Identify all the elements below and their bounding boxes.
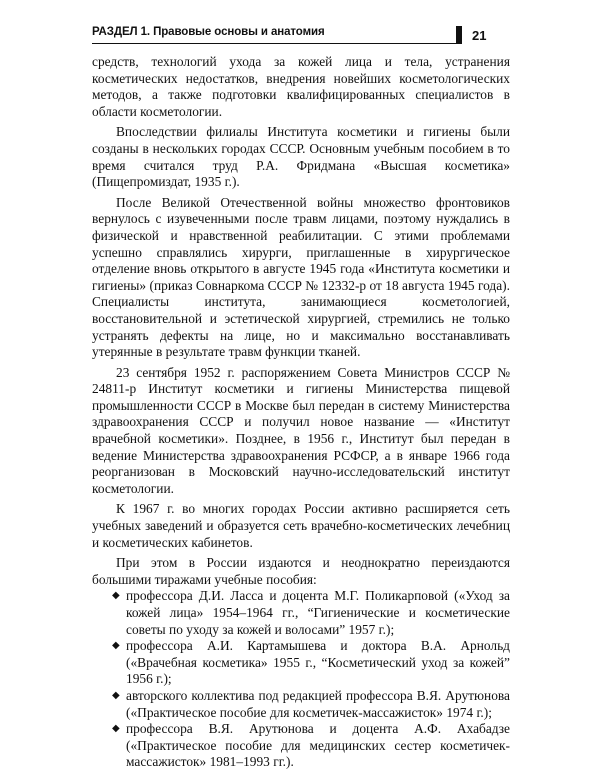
- list-item-text: профессора В.Я. Арутюнова и доцента А.Ф. Ахабадзе («Практическое пособие для медицинских сестер косметичек-массажисток» 1981–1993 гг.).: [126, 721, 510, 770]
- bullet-icon: ◆: [112, 689, 120, 701]
- list-item-text: авторского коллектива под редакцией профессора В.Я. Арутюнова («Практическое пособие для косметичек-массажисток» 1974 г.);: [126, 687, 510, 720]
- list-item: [92, 638, 510, 688]
- list-item-text: профессора А.И. Картамышева и доктора В.А. Арнольд («Врачебная косметика» 1955 г., “Косметический уход за кожей” 1956 г.);: [126, 638, 510, 687]
- section-title: РАЗДЕЛ 1. Правовые основы и анатомия: [92, 26, 325, 38]
- paragraph: средств, технологий ухода за кожей лица и тела, устранения косметических недостатков, внедрения новейших косметологических методов, а также подготовки квалифицированных специалистов в области косметологии.: [92, 54, 510, 119]
- list-item: [92, 588, 510, 638]
- textbook-list: [92, 588, 510, 771]
- bullet-icon: ◆: [112, 723, 120, 735]
- running-header: [92, 24, 510, 46]
- paragraph: После Великой Отечественной войны множество фронтовиков вернулось с изувеченными после травм лицами, поэтому нуждались в физической и нравственной реабилитации. С этими проблемами успешно справлялись хирурги, приглашенные в хирургическое отделение вновь открытого в августе 1945 года «Института косметики и гигиены» (приказ Совнаркома СССР № 12332-р от 18 августа 1945 года). Специалисты института, занимающиеся косметологией, восстановительной и эстетической хирургией, стремились не только устранять дефекты на лице, но и максимально восстанавливать утерянные в результате травм функции тканей.: [92, 194, 510, 360]
- bullet-icon: ◆: [112, 590, 120, 602]
- header-bar: [456, 26, 462, 44]
- page-number: 21: [472, 28, 487, 43]
- list-item: [92, 721, 510, 771]
- list-item: [92, 688, 510, 721]
- list-item-text: профессора Д.И. Ласса и доцента М.Г. Поликарповой («Уход за кожей лица» 1954–1964 гг., “Гигиенические и косметические советы по уходу за кожей и волосами” 1957 г.);: [126, 588, 510, 637]
- header-rule: [92, 43, 460, 44]
- paragraph: 23 сентября 1952 г. распоряжением Совета Министров СССР № 24811-р Институт косметики и гигиены Министерства пищевой промышленности СССР в Москве был передан в систему Министерства здравоохранения СССР и получил новое название — «Институт врачебной косметики». Позднее, в 1956 г., Институт был передан в ведение Министерства здравоохранения РСФСР, а в январе 1966 года реорганизован в Московский научно-исследовательский институт косметологии.: [92, 364, 510, 496]
- bullet-icon: ◆: [112, 640, 120, 652]
- paragraph: При этом в России издаются и неоднократно переиздаются большими тиражами учебные пособия:: [92, 555, 510, 587]
- paragraph: Впоследствии филиалы Института косметики и гигиены были созданы в нескольких городах СССР. Основным учебным пособием в то время считался труд Р.А. Фридмана «Высшая косметика» (Пищепромиздат, 1935 г.).: [92, 124, 510, 190]
- paragraph: К 1967 г. во многих городах России активно расширяется сеть учебных заведений и образуется сеть врачебно-косметических лечебниц и косметических кабинетов.: [92, 501, 510, 550]
- body-text: [92, 54, 510, 771]
